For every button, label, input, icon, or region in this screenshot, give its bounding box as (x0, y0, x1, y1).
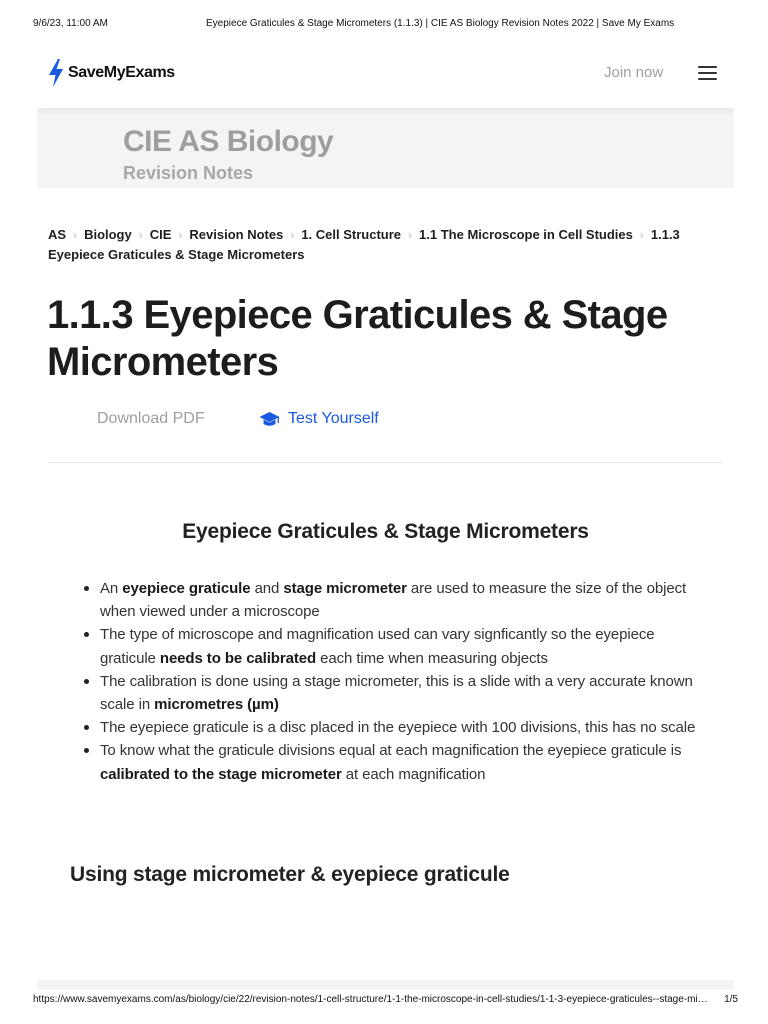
chevron-right-icon: › (639, 228, 644, 242)
print-footer (33, 994, 738, 1008)
web-page (37, 40, 734, 990)
bullet-item: The calibration is done using a stage micrometer, this is a slide with a very accurate known scale in micrometres (µm) (82, 670, 702, 716)
print-page-number: 1/5 (724, 994, 738, 1005)
chevron-right-icon: › (408, 228, 413, 242)
breadcrumb-link[interactable]: 1. Cell Structure (301, 227, 402, 242)
bullet-item: An eyepiece graticule and stage micrometer are used to measure the size of the object when viewed under a microscope (82, 577, 702, 623)
bullet-item: The type of microscope and magnification used can vary signficantly so the eyepiece graticule needs to be calibrated each time when measuring objects (82, 623, 702, 669)
logo-text: SaveMyExams (68, 64, 175, 81)
course-subtitle: Revision Notes (123, 163, 254, 183)
site-header (37, 40, 734, 108)
page-title: 1.1.3 Eyepiece Graticules & Stage Micrometers (47, 293, 668, 384)
test-yourself-label: Test Yourself (288, 410, 379, 427)
join-now-link[interactable]: Join now (604, 64, 664, 81)
test-yourself-button[interactable] (259, 410, 379, 428)
chevron-right-icon: › (73, 228, 78, 242)
chevron-right-icon: › (290, 228, 295, 242)
breadcrumb-link[interactable]: AS (48, 227, 67, 242)
bullet-item: To know what the graticule divisions equal at each magnification the eyepiece graticule is calibrated to the stage micrometer at each magnification (82, 739, 702, 785)
content-bottom-band (37, 980, 734, 990)
breadcrumb-link[interactable]: CIE (149, 227, 172, 242)
divider (48, 462, 722, 463)
breadcrumb-current: 1.1.3 Eyepiece Graticules & Stage Micrometers (48, 227, 680, 262)
section-subheading: Using stage micrometer & eyepiece graticule (70, 863, 510, 886)
print-header (33, 18, 735, 32)
breadcrumb (48, 225, 728, 265)
lightning-bolt-icon (47, 59, 65, 87)
breadcrumb-link[interactable]: Biology (84, 227, 132, 242)
print-date: 9/6/23, 11:00 AM (33, 18, 108, 29)
site-logo[interactable] (47, 58, 175, 88)
page-actions (37, 410, 734, 432)
download-pdf-button[interactable]: Download PDF (97, 410, 205, 427)
bullet-list (82, 577, 702, 786)
course-banner (37, 108, 734, 188)
hamburger-menu-icon[interactable] (698, 66, 717, 80)
print-url: https://www.savemyexams.com/as/biology/cie/22/revision-notes/1-cell-structure/1-1-the-microscope-in-cell-studies/1-1-3-eyepiece-graticules--stage-mi… (33, 994, 708, 1005)
graduation-cap-icon (259, 411, 280, 428)
course-title: CIE AS Biology (123, 125, 334, 158)
chevron-right-icon: › (138, 228, 143, 242)
print-page-title: Eyepiece Graticules & Stage Micrometers (1.1.3) | CIE AS Biology Revision Notes 2022 | Save My Exams (206, 18, 675, 29)
bullet-item: The eyepiece graticule is a disc placed in the eyepiece with 100 divisions, this has no scale (82, 716, 702, 739)
breadcrumb-link[interactable]: 1.1 The Microscope in Cell Studies (419, 227, 633, 242)
chevron-right-icon: › (178, 228, 183, 242)
section-heading: Eyepiece Graticules & Stage Micrometers (182, 520, 589, 543)
breadcrumb-link[interactable]: Revision Notes (189, 227, 284, 242)
